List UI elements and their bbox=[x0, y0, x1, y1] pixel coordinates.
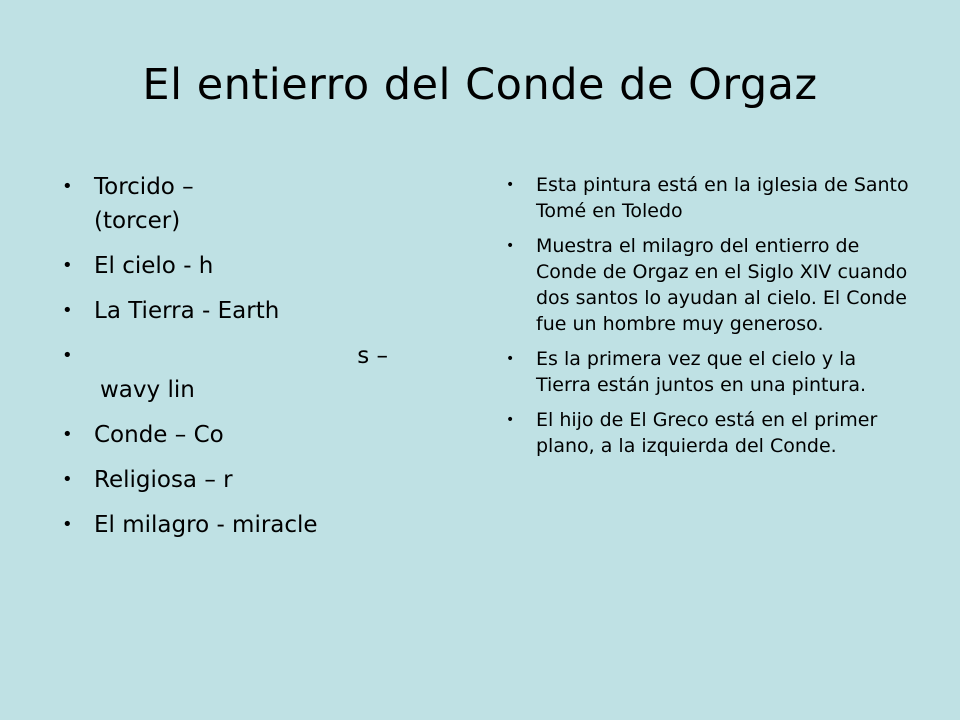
list-item-text: El milagro - miracle bbox=[94, 512, 318, 538]
vocabulary-list bbox=[60, 170, 390, 553]
list-item-text: Conde – Co bbox=[94, 422, 224, 448]
list-item-text: Religiosa – r bbox=[94, 467, 233, 493]
list-item bbox=[500, 346, 910, 398]
bullet-icon: • bbox=[62, 469, 73, 490]
list-item-text: Torcido – bbox=[94, 174, 194, 200]
bullet-icon: • bbox=[62, 514, 73, 535]
bullet-icon: • bbox=[62, 424, 73, 445]
list-item bbox=[60, 508, 390, 542]
list-item-text: wavy lin bbox=[100, 377, 195, 403]
list-item bbox=[60, 249, 390, 283]
bullet-icon: • bbox=[506, 351, 515, 367]
list-item bbox=[500, 172, 910, 224]
bullet-icon: • bbox=[62, 255, 73, 276]
slide-title: El entierro del Conde de Orgaz bbox=[142, 60, 818, 110]
list-item bbox=[500, 407, 910, 459]
list-item bbox=[60, 339, 390, 407]
list-item-text: Muestra el milagro del entierro de Conde de Orgaz en el Siglo XIV cuando dos santos lo ayudan al cielo. El Conde fue un hombre muy generoso. bbox=[536, 235, 908, 335]
list-item-text: El cielo - h bbox=[94, 253, 214, 279]
list-item bbox=[60, 463, 390, 497]
list-item-text: Esta pintura está en la iglesia de Santo Tomé en Toledo bbox=[536, 174, 909, 222]
list-item bbox=[500, 233, 910, 337]
list-item bbox=[60, 170, 390, 238]
bullet-icon: • bbox=[506, 412, 515, 428]
list-item bbox=[60, 418, 390, 452]
list-item-text: s – bbox=[357, 343, 388, 369]
bullet-icon: • bbox=[62, 176, 73, 197]
list-item-text: Es la primera vez que el cielo y la Tierra están juntos en una pintura. bbox=[536, 348, 867, 396]
description-list bbox=[500, 172, 910, 468]
list-item bbox=[60, 294, 390, 328]
list-item-text: El hijo de El Greco está en el primer plano, a la izquierda del Conde. bbox=[536, 409, 878, 457]
list-item-text: La Tierra - Earth bbox=[94, 298, 280, 324]
bullet-icon: • bbox=[506, 238, 515, 254]
list-item-text: (torcer) bbox=[94, 208, 181, 234]
bullet-icon: • bbox=[62, 345, 73, 366]
bullet-icon: • bbox=[62, 300, 73, 321]
bullet-icon: • bbox=[506, 177, 515, 193]
